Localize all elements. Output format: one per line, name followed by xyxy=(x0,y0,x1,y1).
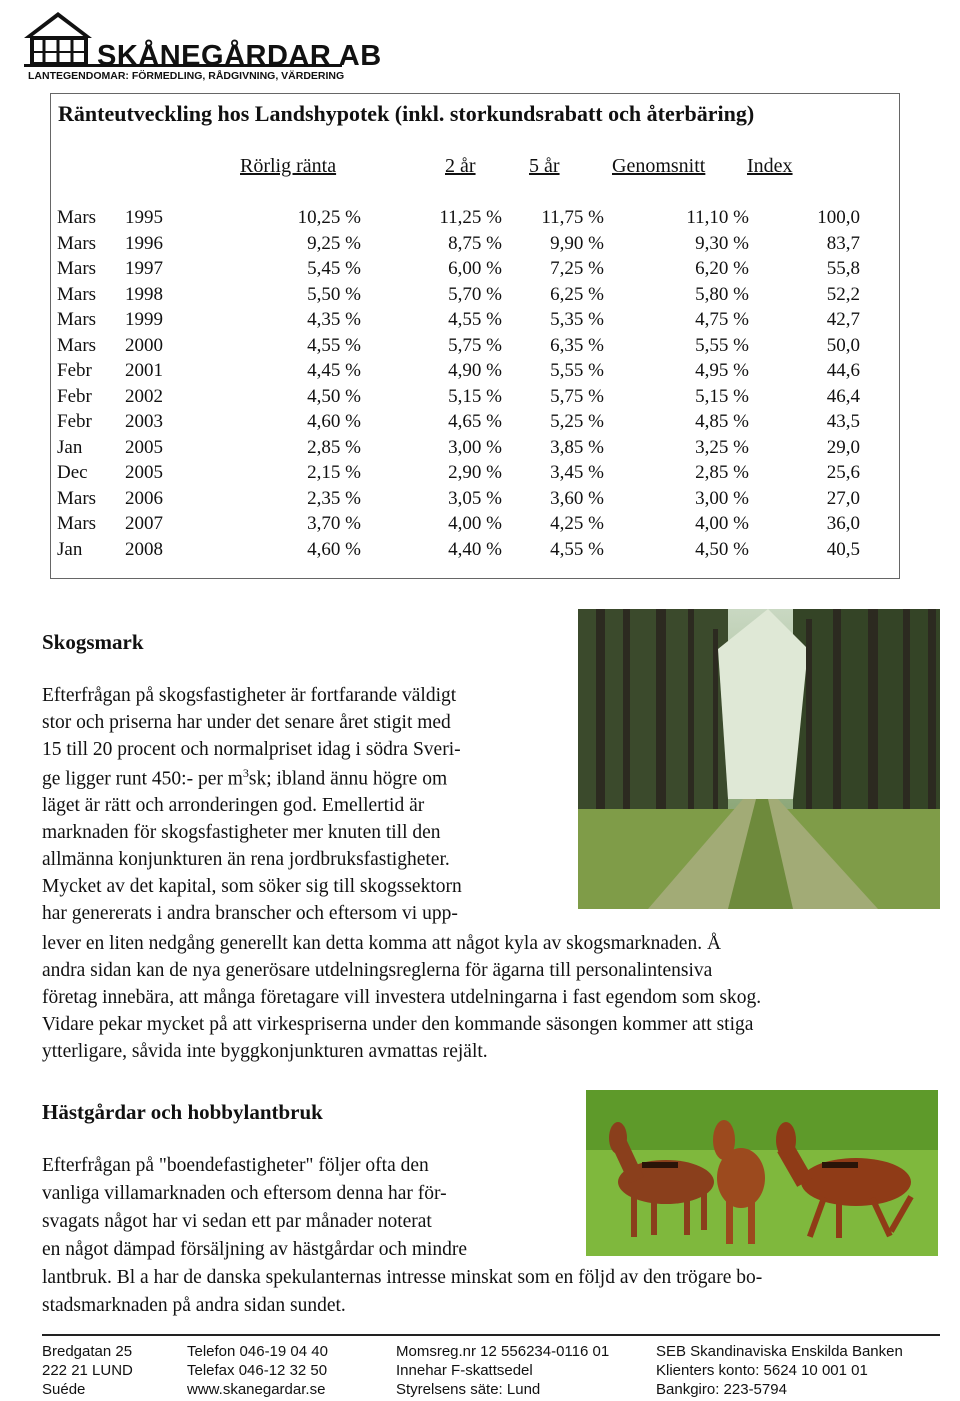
index-value: 25,6 xyxy=(826,462,860,483)
index-value: 55,8 xyxy=(826,258,860,279)
rate-table-row xyxy=(0,539,960,564)
horses-text-line: stadsmarknaden på andra sidan sundet. xyxy=(42,1295,346,1316)
variable-rate: 4,35 % xyxy=(307,309,361,330)
year: 2002 xyxy=(125,385,163,407)
footer-client-account: Klienters konto: 5624 10 001 01 xyxy=(656,1362,868,1379)
month: Mars xyxy=(57,258,97,279)
year: 1997 xyxy=(125,258,163,279)
month: Febr xyxy=(57,385,92,407)
footer-bank-name: SEB Skandinaviska Enskilda Banken xyxy=(656,1343,903,1360)
footer-address-country: Suéde xyxy=(42,1381,86,1398)
rate-table-title: Ränteutveckling hos Landshypotek (inkl. storkundsrabatt och återbäring) xyxy=(58,101,755,126)
horses-text-line: svagats något har vi sedan ett par månader noterat xyxy=(42,1211,432,1232)
forest-text-line: stor och priserna har under det senare året stigit med xyxy=(42,712,451,733)
year: 2000 xyxy=(125,334,163,356)
rate-table-row xyxy=(0,513,960,538)
footer-fax: Telefax 046-12 32 50 xyxy=(187,1362,328,1379)
average-rate: 5,15 % xyxy=(695,385,749,407)
variable-rate: 2,15 % xyxy=(307,462,361,483)
month: Jan xyxy=(57,538,83,560)
horses-text-line: en något dämpad försäljning av hästgårdar och mindre xyxy=(42,1239,468,1260)
average-rate: 3,25 % xyxy=(695,436,749,458)
index-value: 43,5 xyxy=(826,411,860,432)
month: Mars xyxy=(57,207,97,228)
average-rate: 2,85 % xyxy=(695,462,749,483)
rate-table-row xyxy=(0,258,960,283)
horses-text-line: lantbruk. Bl a har de danska spekulanternas intresse minskat som en följd av den trögare bo- xyxy=(42,1267,763,1288)
year: 2003 xyxy=(125,411,163,432)
forest-text-line: har genererats i andra branscher och eftersom vi upp- xyxy=(42,903,458,924)
rate-2-year: 11,25 % xyxy=(439,207,502,228)
year: 2001 xyxy=(125,360,163,381)
variable-rate: 4,60 % xyxy=(307,538,361,560)
variable-rate: 4,50 % xyxy=(307,385,361,407)
horses-heading: Hästgårdar och hobbylantbruk xyxy=(42,1100,323,1124)
superscript-3: 3 xyxy=(242,766,249,780)
forest-text-line: 15 till 20 procent och normalpriset idag i södra Sveri- xyxy=(42,739,461,760)
header-2-year: 2 år xyxy=(445,155,476,177)
header-5-year: 5 år xyxy=(529,155,560,177)
rate-2-year: 4,40 % xyxy=(448,538,502,560)
forest-text-line: allmänna konjunkturen än rena jordbruksfastigheter. xyxy=(42,849,450,870)
rate-5-year: 9,90 % xyxy=(550,232,604,254)
index-value: 42,7 xyxy=(826,309,860,330)
footer-vat-number: Momsreg.nr 12 556234-0116 01 xyxy=(396,1343,610,1360)
index-value: 40,5 xyxy=(826,538,860,560)
variable-rate: 3,70 % xyxy=(307,513,361,534)
average-rate: 5,55 % xyxy=(695,334,749,356)
rate-2-year: 5,70 % xyxy=(448,283,502,305)
forest-text-line: Mycket av det kapital, som söker sig till skogssektorn xyxy=(42,876,462,897)
rate-5-year: 4,55 % xyxy=(550,538,604,560)
year: 2006 xyxy=(125,487,163,509)
year: 1999 xyxy=(125,309,163,330)
rate-5-year: 3,60 % xyxy=(550,487,604,509)
rate-5-year: 7,25 % xyxy=(550,258,604,279)
horses-text-line: vanliga villamarknaden och eftersom denna har för- xyxy=(42,1183,447,1204)
footer-tax-note: Innehar F-skattsedel xyxy=(396,1362,533,1379)
year: 2005 xyxy=(125,436,163,458)
rate-2-year: 2,90 % xyxy=(448,462,502,483)
average-rate: 6,20 % xyxy=(695,258,749,279)
month: Mars xyxy=(57,309,97,330)
forest-text-line: lever en liten nedgång generellt kan detta komma att något kyla av skogsmarknaden. Å xyxy=(42,933,722,954)
month: Mars xyxy=(57,283,97,305)
rate-table-row xyxy=(0,360,960,385)
rate-5-year: 5,25 % xyxy=(550,411,604,432)
average-rate: 4,50 % xyxy=(695,538,749,560)
forest-road-photo xyxy=(578,609,940,909)
rate-2-year: 4,65 % xyxy=(448,411,502,432)
forest-text-line: Efterfrågan på skogsfastigheter är fortfarande väldigt xyxy=(42,685,457,706)
rate-table-row xyxy=(0,411,960,436)
rate-2-year: 3,00 % xyxy=(448,436,502,458)
rate-2-year: 4,90 % xyxy=(448,360,502,381)
year: 2008 xyxy=(125,538,163,560)
rate-5-year: 3,85 % xyxy=(550,436,604,458)
rate-2-year: 3,05 % xyxy=(448,487,502,509)
average-rate: 4,75 % xyxy=(695,309,749,330)
rate-2-year: 5,75 % xyxy=(448,334,502,356)
variable-rate: 5,45 % xyxy=(307,258,361,279)
rate-5-year: 11,75 % xyxy=(541,207,604,228)
forest-text-line xyxy=(42,766,447,791)
index-value: 27,0 xyxy=(826,487,860,509)
index-value: 29,0 xyxy=(826,436,860,458)
average-rate: 3,00 % xyxy=(695,487,749,509)
forest-text-line: ytterligare, såvida inte byggkonjunkturen avmattas rejält. xyxy=(42,1041,488,1062)
month: Jan xyxy=(57,436,83,458)
rate-5-year: 5,35 % xyxy=(550,309,604,330)
footer-board-seat: Styrelsens säte: Lund xyxy=(396,1381,541,1398)
average-rate: 5,80 % xyxy=(695,283,749,305)
rate-table-row xyxy=(0,488,960,513)
rate-2-year: 6,00 % xyxy=(448,258,502,279)
variable-rate: 5,50 % xyxy=(307,283,361,305)
variable-rate: 10,25 % xyxy=(297,207,361,228)
year: 1995 xyxy=(125,207,163,228)
rate-table-row xyxy=(0,462,960,487)
year: 2005 xyxy=(125,462,163,483)
index-value: 36,0 xyxy=(826,513,860,534)
forest-text-line: andra sidan kan de nya generösare utdelningsreglerna för ägarna till personalintensiva xyxy=(42,960,713,981)
rate-5-year: 5,55 % xyxy=(550,360,604,381)
rate-table-row xyxy=(0,309,960,334)
average-rate: 4,85 % xyxy=(695,411,749,432)
rate-2-year: 5,15 % xyxy=(448,385,502,407)
forest-text-line: företag innebära, att många företagare vill investera utdelningarna i fast egendom som skog. xyxy=(42,987,762,1008)
rate-2-year: 8,75 % xyxy=(448,232,502,254)
footer-address-street: Bredgatan 25 xyxy=(42,1343,133,1360)
index-value: 44,6 xyxy=(826,360,860,381)
footer-website-link[interactable]: www.skanegardar.se xyxy=(187,1381,326,1398)
month: Mars xyxy=(57,487,97,509)
rate-table-row xyxy=(0,207,960,232)
index-value: 83,7 xyxy=(826,232,860,254)
index-value: 100,0 xyxy=(817,207,860,228)
variable-rate: 2,85 % xyxy=(307,436,361,458)
rate-5-year: 5,75 % xyxy=(550,385,604,407)
index-value: 52,2 xyxy=(826,283,860,305)
horses-text-line: Efterfrågan på "boendefastigheter" följer ofta den xyxy=(42,1155,429,1176)
rate-table-row xyxy=(0,233,960,258)
variable-rate: 9,25 % xyxy=(307,232,361,254)
variable-rate: 4,55 % xyxy=(307,334,361,356)
rate-table-row xyxy=(0,386,960,411)
rate-5-year: 3,45 % xyxy=(550,462,604,483)
year: 1998 xyxy=(125,283,163,305)
month: Mars xyxy=(57,232,97,254)
average-rate: 9,30 % xyxy=(695,232,749,254)
rate-5-year: 6,35 % xyxy=(550,334,604,356)
month: Febr xyxy=(57,360,92,381)
forest-text-line: Vidare pekar mycket på att virkespriserna under den kommande säsongen kommer att stiga xyxy=(42,1014,754,1035)
logo-company-name: SKÅNEGÅRDAR AB xyxy=(97,40,382,72)
average-rate: 11,10 % xyxy=(686,207,749,228)
average-rate: 4,95 % xyxy=(695,360,749,381)
variable-rate: 4,60 % xyxy=(307,411,361,432)
header-average: Genomsnitt xyxy=(612,155,706,177)
forest-text-fragment: sk; ibland ännu högre om xyxy=(248,768,448,790)
year: 2007 xyxy=(125,513,163,534)
rate-2-year: 4,55 % xyxy=(448,309,502,330)
rate-table-row xyxy=(0,437,960,462)
month: Febr xyxy=(57,411,92,432)
header-variable-rate: Rörlig ränta xyxy=(240,155,337,177)
index-value: 50,0 xyxy=(826,334,860,356)
footer-divider xyxy=(42,1334,940,1336)
rate-2-year: 4,00 % xyxy=(448,513,502,534)
header-index: Index xyxy=(747,155,793,177)
month: Mars xyxy=(57,334,97,356)
forest-text-line: läget är rätt och arronderingen god. Emellertid är xyxy=(42,795,425,816)
index-value: 46,4 xyxy=(826,385,860,407)
variable-rate: 2,35 % xyxy=(307,487,361,509)
footer-phone: Telefon 046-19 04 40 xyxy=(187,1343,328,1360)
month: Dec xyxy=(57,462,88,483)
average-rate: 4,00 % xyxy=(695,513,749,534)
forest-text-line: marknaden för skogsfastigheter mer knuten till den xyxy=(42,822,441,843)
forest-text-fragment: ge ligger runt 450:- per m xyxy=(42,768,243,790)
footer-bankgiro: Bankgiro: 223-5794 xyxy=(656,1381,787,1398)
rate-table-row xyxy=(0,335,960,360)
horses-photo xyxy=(586,1090,938,1256)
rate-5-year: 6,25 % xyxy=(550,283,604,305)
rate-table-row xyxy=(0,284,960,309)
month: Mars xyxy=(57,513,97,534)
year: 1996 xyxy=(125,232,163,254)
footer-address-postal: 222 21 LUND xyxy=(42,1362,133,1379)
forest-heading: Skogsmark xyxy=(42,630,144,654)
variable-rate: 4,45 % xyxy=(307,360,361,381)
rate-5-year: 4,25 % xyxy=(550,513,604,534)
logo-tagline: LANTEGENDOMAR: FÖRMEDLING, RÅDGIVNING, VÄRDERING xyxy=(28,70,345,82)
